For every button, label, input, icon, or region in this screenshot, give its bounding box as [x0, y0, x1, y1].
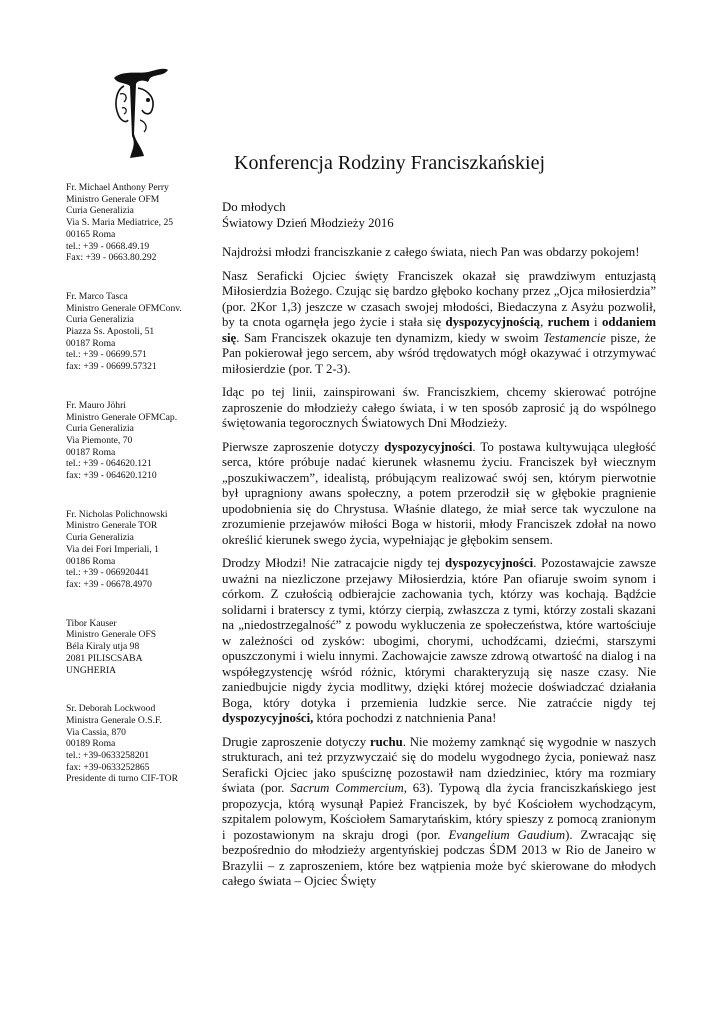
contact-line: 00165 Roma [66, 228, 116, 240]
paragraph-invitation: Idąc po tej linii, zainspirowani św. Franciszkiem, chcemy skierować potrójne zaproszenie do młodzieży całego świata, i w ten sposób zaprosić ją do wspólnego świętowania tegorocznych Światowych Dni Młodzieży. [222, 385, 656, 430]
contact-line: Fr. Mauro Jöhri [66, 399, 126, 411]
citation: Sacrum Commercium [290, 781, 404, 795]
paragraph-intro [222, 269, 656, 378]
contacts-sidebar [66, 182, 216, 785]
contact-line: Via Piemonte, 70 [66, 434, 133, 446]
contact-line: Curia Generalizia [66, 205, 134, 217]
contact-line: Ministro Generale TOR [66, 520, 158, 532]
paragraph-first-invitation [222, 440, 656, 549]
emphasis: ruchem [547, 315, 590, 329]
letter-body [222, 245, 656, 898]
contact-line: Via dei Fori Imperiali, 1 [66, 543, 159, 555]
text-run: Nasz Seraficki Ojciec święty Franciszek okazał się prawdziwym entuzjastą Miłosierdzia Bożego. Czując się bardzo głęboko kochany przez „Ojca miłosierdzia” (por. 2Kor 1,3) jeszcze w czasach swojej młodości, Biedaczyna z Asyżu pozwolił, by ta cnota ogarnęła jego życie i stała się [222, 268, 656, 329]
text-run: . Nie możemy zamknąć się wygodnie w naszych strukturach, ani też przyzwyczaić się do modelu wygodnego życia, ponieważ nasz Seraficki Ojciec jako spuściznę pozostawił nam dziedziniec, który ma rozmiary świata (por. [222, 734, 656, 795]
text-run: Drugie zaproszenie dotyczy [222, 734, 370, 749]
text-run: Drodzy Młodzi! Nie zatracajcie nigdy tej [222, 556, 446, 570]
emphasis: ruchu [369, 734, 403, 749]
contact-line: Curia Generalizia [66, 532, 134, 544]
letter-heading [222, 199, 656, 231]
text-run: . To postawa kultywująca uległość serca, które próbuje nadać kierunek własnemu życiu. Franciszek był wiecznym „poszukiwaczem”, idealistą, próbującym realizować swój sen, którym pierwotnie był upragniony awans społeczny, a potem przerodził się w głębokie pragnienie upodobnienia się do Chrystusa. Właśnie dlatego, że miał serce tak wyczulone na zrozumienie przejawów miłości Boga w historii, młody Franciszek zdołał na nowo określić kierunek swego życia, wypełniając je głębokim sensem. [222, 439, 656, 547]
contact-line: Fr. Michael Anthony Perry [66, 182, 169, 193]
contact-line: fax: +39 - 06699.57321 [66, 361, 157, 373]
contact-ofs [66, 618, 216, 677]
emphasis: dyspozycyjności [384, 439, 473, 454]
contact-line: Ministro Generale OFS [66, 629, 157, 641]
contact-line: Curia Generalizia [66, 423, 134, 435]
text-run: ). Zwracając się bezpośrednio do młodzieży argentyńskiej podczas ŚDM 2013 w Rio de Janeiro w Brazylii – z zaproszeniem, które bez wątpienia może być skierowane do młodych całego świata – Ojciec Święty [222, 827, 656, 888]
text-run: pisze, że Pan pokierował jego sercem, aby wśród trędowatych mógł okazywać i otrzymywać miłosierdzie (por. T 2-3). [222, 330, 656, 376]
contact-osf [66, 703, 216, 785]
addressee: Do młodych [222, 200, 286, 214]
contact-line: 00187 Roma [66, 446, 116, 458]
contact-line: Via S. Maria Mediatrice, 25 [66, 217, 174, 229]
contact-line: fax: +39 - 06678.4970 [66, 578, 152, 590]
contact-line: Tibor Kauser [66, 617, 117, 629]
emphasis: dyspozycyjności [445, 556, 534, 570]
contact-line: 00189 Roma [66, 738, 116, 750]
contact-line: 2081 PILISCSABA [66, 652, 143, 664]
citation: Evangelium Gaudium [448, 827, 566, 842]
emphasis: dyspozycyjności, [222, 711, 314, 725]
text-run: , [540, 315, 548, 329]
contact-line: Fax: +39 - 0663.80.292 [66, 252, 157, 264]
text-run: , 63). Typową dla życia franciszkańskiego jest propozycja, którą wysunął Papież Franciszek, by być Kościołem wychodzącym, szpitalem polowym, Kościołem Samarytańskim, który spieszy z pomocą zranionym i pozostawionym na skraju drogi (por. [222, 781, 657, 842]
emphasis: oddaniem się [222, 315, 656, 345]
contact-ofmconv [66, 291, 216, 373]
contact-line: tel.: +39 - 066920441 [66, 567, 150, 579]
contact-tor [66, 509, 216, 591]
contact-line: Ministro Generale OFM [66, 193, 160, 205]
paragraph-exhortation [222, 556, 656, 727]
contact-line: Sr. Deborah Lockwood [66, 703, 156, 715]
contact-line: Fr. Nicholas Polichnowski [66, 508, 168, 520]
contact-line: Via Cassia, 870 [66, 726, 126, 738]
contact-line: Ministro Generale OFMConv. [66, 302, 182, 314]
contact-line: 00186 Roma [66, 555, 116, 567]
contact-ofm [66, 182, 216, 264]
contact-line: tel.: +39 - 06699.571 [66, 349, 147, 361]
text-run: . Sam Franciszek okazuje ten dynamizm, kiedy w swoim [236, 330, 544, 345]
text-run: Pierwsze zaproszenie dotyczy [222, 439, 385, 454]
text-run: która pochodzi z natchnienia Pana! [313, 711, 497, 725]
emphasis: dyspozycyjnością [445, 315, 541, 329]
contact-line: Ministra Generale O.S.F. [66, 714, 162, 726]
contact-line: fax: +39 - 064620.1210 [66, 470, 157, 482]
contact-ofmcap [66, 400, 216, 482]
paragraph-second-invitation [222, 735, 656, 890]
contact-line: Béla Kiraly utja 98 [66, 641, 140, 653]
contact-line: tel.: +39 - 0668.49.19 [66, 240, 150, 252]
contact-line: Ministro Generale OFMCap. [66, 411, 178, 423]
text-run: i [589, 315, 602, 329]
contact-line: UNGHERIA [66, 664, 117, 676]
citation: Testamencie [543, 330, 606, 345]
contact-line: Fr. Marco Tasca [66, 290, 128, 302]
paragraph-greeting: Najdrożsi młodzi franciszkanie z całego świata, niech Pan was obdarzy pokojem! [222, 245, 640, 259]
tau-logo [108, 64, 170, 162]
occasion: Światowy Dzień Młodzieży 2016 [222, 216, 394, 230]
contact-line: Piazza Ss. Apostoli, 51 [66, 326, 155, 338]
contact-line: tel.: +39 - 064620.121 [66, 458, 152, 470]
contact-line: Presidente di turno CIF-TOR [66, 773, 179, 785]
text-run: . Pozostawajcie zawsze uważni na niezliczone przejawy Miłosierdzia, które Pan ofiaruje swoim synom i córkom. Z czułością odbierajcie zachowania tych, którzy was kochają. Bądźcie solidarni i braterscy z tymi, którzy cierpią, zwłaszcza z tymi, którzy zostali skazani na „niedostrzegalność” z powodu wykluczenia ze społeczeństwa, które wartościuje w zależności od zysków: ubogimi, chorymi, uchodźcami, dziećmi, starszymi opuszczonymi i wielu innymi. Zachowajcie zawsze zdrową otwartość na dialog i na współegzystencję wśród różnic, którymi charakteryzują się nasze czasy. Nie zaniedbujcie nigdy życia modlitwy, dzięki której możecie doświadczać działania Boga, który dotyka i przemienia ludzkie serce. Nie zatraćcie nigdy tej [222, 556, 657, 710]
page-title: Konferencja Rodziny Franciszkańskiej [234, 152, 546, 174]
contact-line: Curia Generalizia [66, 314, 134, 326]
contact-line: tel.: +39-0633258201 [66, 750, 150, 762]
contact-line: fax: +39-0633252865 [66, 761, 150, 773]
contact-line: 00187 Roma [66, 337, 116, 349]
